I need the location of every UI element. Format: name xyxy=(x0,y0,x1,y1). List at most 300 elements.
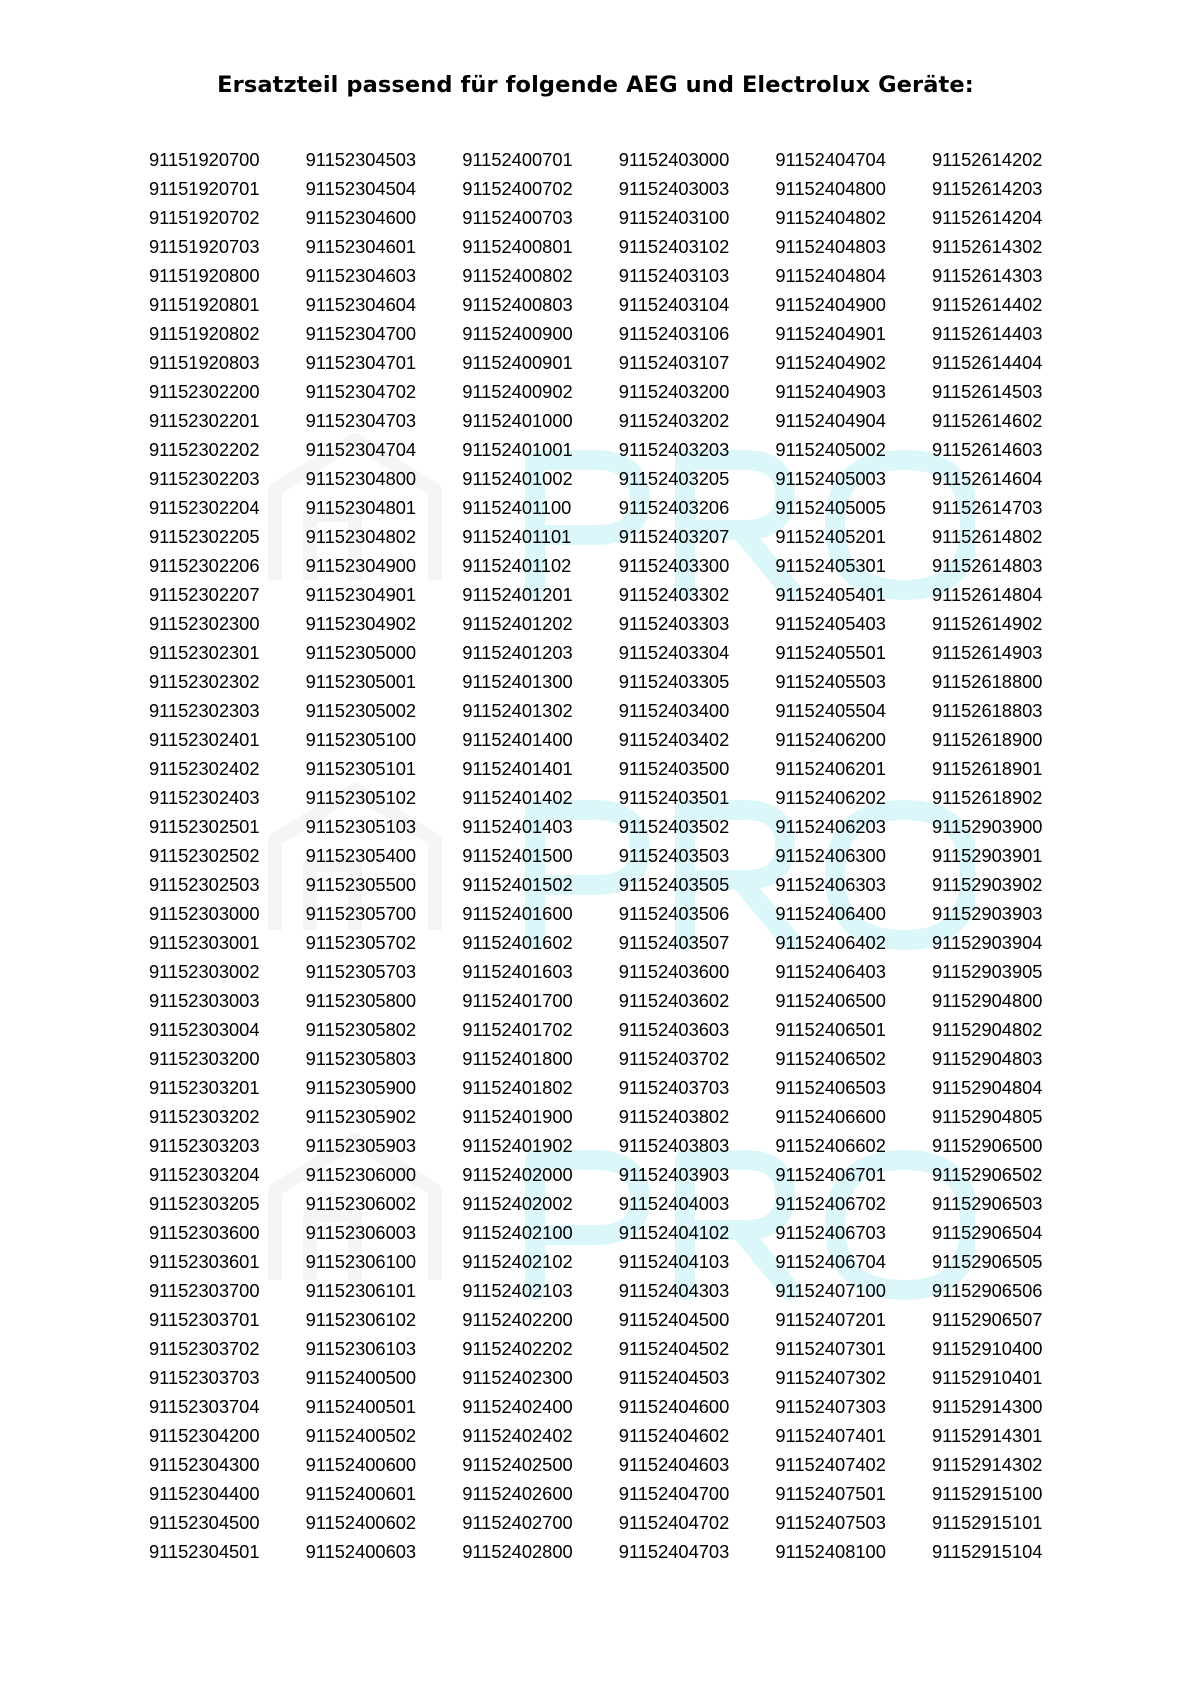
part-number: 91152305100 xyxy=(305,729,417,750)
part-number: 91152904803 xyxy=(931,1048,1043,1069)
part-number: 91152614503 xyxy=(931,381,1043,402)
part-number: 91152304500 xyxy=(149,1512,260,1533)
part-number: 91151920802 xyxy=(149,323,260,344)
part-number: 91152402500 xyxy=(462,1454,573,1475)
part-number: 91152306101 xyxy=(305,1280,417,1301)
part-number: 91152400602 xyxy=(305,1512,417,1533)
part-number: 91152407302 xyxy=(775,1367,886,1388)
part-number: 91152403803 xyxy=(618,1135,730,1156)
part-number: 91152304901 xyxy=(305,584,417,605)
part-number: 91152401403 xyxy=(462,816,573,837)
part-number: 91152403100 xyxy=(618,207,730,228)
part-number: 91152405002 xyxy=(775,439,886,460)
part-number: 91152401402 xyxy=(462,787,573,808)
part-number: 91152304604 xyxy=(305,294,417,315)
part-number: 91152403206 xyxy=(618,497,730,518)
part-number: 91152618800 xyxy=(931,671,1043,692)
part-number: 91152303701 xyxy=(149,1309,260,1330)
part-number: 91152403903 xyxy=(618,1164,730,1185)
part-number: 91152614603 xyxy=(931,439,1043,460)
part-number: 91152407501 xyxy=(775,1483,886,1504)
part-number: 91152304400 xyxy=(149,1483,260,1504)
part-number: 91152614602 xyxy=(931,410,1043,431)
part-number: 91152403003 xyxy=(618,178,730,199)
part-number: 91152304900 xyxy=(305,555,417,576)
part-number: 91152403207 xyxy=(618,526,730,547)
part-number: 91152304701 xyxy=(305,352,417,373)
part-number: 91152406502 xyxy=(775,1048,886,1069)
part-number: 91152302203 xyxy=(149,468,260,489)
part-number: 91152406403 xyxy=(775,961,886,982)
part-number: 91152404503 xyxy=(618,1367,730,1388)
part-number: 91152401202 xyxy=(462,613,573,634)
part-number: 91152304300 xyxy=(149,1454,260,1475)
part-number: 91152407402 xyxy=(775,1454,886,1475)
part-number: 91152406500 xyxy=(775,990,886,1011)
part-number: 91152400701 xyxy=(462,149,573,170)
part-number: 91152403302 xyxy=(618,584,730,605)
part-number: 91152401002 xyxy=(462,468,573,489)
part-number: 91152305803 xyxy=(305,1048,417,1069)
part-number: 91152304700 xyxy=(305,323,417,344)
part-number: 91152618803 xyxy=(931,700,1043,721)
part-number: 91152407100 xyxy=(775,1280,886,1301)
part-number: 91152903905 xyxy=(931,961,1043,982)
part-number: 91152302303 xyxy=(149,700,260,721)
part-number: 91152303703 xyxy=(149,1367,260,1388)
part-number: 91152404803 xyxy=(775,236,886,257)
part-number: 91152305002 xyxy=(305,700,417,721)
part-number: 91152403102 xyxy=(618,236,730,257)
part-number: 91152406501 xyxy=(775,1019,886,1040)
part-number: 91151920803 xyxy=(149,352,260,373)
part-number: 91152305001 xyxy=(305,671,417,692)
part-number: 91152906505 xyxy=(931,1251,1043,1272)
part-number-table xyxy=(149,145,1049,1566)
part-number: 91152403303 xyxy=(618,613,730,634)
part-number: 91152406400 xyxy=(775,903,886,924)
part-number: 91152403802 xyxy=(618,1106,730,1127)
part-number: 91152406600 xyxy=(775,1106,886,1127)
part-number: 91152406602 xyxy=(775,1135,886,1156)
part-number: 91152400603 xyxy=(305,1541,417,1562)
part-number: 91152304600 xyxy=(305,207,417,228)
part-number: 91152306103 xyxy=(305,1338,417,1359)
part-number: 91152906503 xyxy=(931,1193,1043,1214)
part-number: 91152406300 xyxy=(775,845,886,866)
page-title: Ersatzteil passend für folgende AEG und Electrolux Geräte: xyxy=(217,72,974,98)
part-number: 91152906502 xyxy=(931,1164,1043,1185)
part-number: 91152405503 xyxy=(775,671,886,692)
part-number: 91152401802 xyxy=(462,1077,573,1098)
part-number: 91152904802 xyxy=(931,1019,1043,1040)
part-number: 91152614204 xyxy=(931,207,1043,228)
part-number: 91152401201 xyxy=(462,584,573,605)
part-number: 91152403402 xyxy=(618,729,730,750)
part-number: 91152404903 xyxy=(775,381,886,402)
part-number: 91152302200 xyxy=(149,381,260,402)
part-number: 91152406402 xyxy=(775,932,886,953)
part-number: 91152407503 xyxy=(775,1512,886,1533)
part-number: 91152403702 xyxy=(618,1048,730,1069)
part-number: 91152305400 xyxy=(305,845,417,866)
part-number: 91152614203 xyxy=(931,178,1043,199)
part-number: 91152404704 xyxy=(775,149,886,170)
part-number: 91152305902 xyxy=(305,1106,417,1127)
part-number: 91152402400 xyxy=(462,1396,573,1417)
part-number: 91152304503 xyxy=(305,149,417,170)
part-number: 91152402002 xyxy=(462,1193,573,1214)
part-number: 91152404700 xyxy=(618,1483,730,1504)
part-number: 91152402102 xyxy=(462,1251,573,1272)
part-number: 91152302503 xyxy=(149,874,260,895)
part-number: 91152401902 xyxy=(462,1135,573,1156)
part-number: 91152403104 xyxy=(618,294,730,315)
part-number: 91152305802 xyxy=(305,1019,417,1040)
part-number: 91152302402 xyxy=(149,758,260,779)
part-number: 91152903900 xyxy=(931,816,1043,837)
part-number: 91152408100 xyxy=(775,1541,886,1562)
part-number: 91152302502 xyxy=(149,845,260,866)
part-number: 91152405201 xyxy=(775,526,886,547)
part-number: 91152401401 xyxy=(462,758,573,779)
part-number: 91152403305 xyxy=(618,671,730,692)
part-number-column xyxy=(619,145,776,1566)
part-number: 91152302301 xyxy=(149,642,260,663)
part-number: 91152401500 xyxy=(462,845,573,866)
part-number: 91152303003 xyxy=(149,990,260,1011)
part-number: 91152401600 xyxy=(462,903,573,924)
part-number: 91152304703 xyxy=(305,410,417,431)
part-number: 91152401800 xyxy=(462,1048,573,1069)
part-number: 91152404603 xyxy=(618,1454,730,1475)
part-number: 91152614302 xyxy=(931,236,1043,257)
part-number: 91152403304 xyxy=(618,642,730,663)
part-number: 91152403602 xyxy=(618,990,730,1011)
part-number: 91151920800 xyxy=(149,265,260,286)
part-number: 91152614604 xyxy=(931,468,1043,489)
part-number: 91152401102 xyxy=(462,555,572,576)
part-number: 91152303202 xyxy=(149,1106,260,1127)
part-number: 91152302202 xyxy=(149,439,260,460)
part-number: 91152914302 xyxy=(931,1454,1043,1475)
part-number: 91152406201 xyxy=(775,758,886,779)
part-number: 91152614802 xyxy=(931,526,1043,547)
part-number: 91152404602 xyxy=(618,1425,730,1446)
part-number: 91152402200 xyxy=(462,1309,573,1330)
part-number: 91152305703 xyxy=(305,961,417,982)
part-number: 91152401900 xyxy=(462,1106,573,1127)
part-number: 91152614402 xyxy=(931,294,1043,315)
part-number: 91152302205 xyxy=(149,526,260,547)
part-number: 91152614903 xyxy=(931,642,1043,663)
part-number: 91152404900 xyxy=(775,294,886,315)
part-number: 91152406202 xyxy=(775,787,886,808)
part-number: 91152305702 xyxy=(305,932,417,953)
part-number: 91152904800 xyxy=(931,990,1043,1011)
part-number: 91152303205 xyxy=(149,1193,260,1214)
part-number: 91152305900 xyxy=(305,1077,417,1098)
part-number: 91152906507 xyxy=(931,1309,1043,1330)
part-number: 91152614703 xyxy=(931,497,1043,518)
part-number: 91152403106 xyxy=(618,323,730,344)
part-number: 91152400600 xyxy=(305,1454,417,1475)
part-number: 91152400702 xyxy=(462,178,573,199)
part-number: 91152306003 xyxy=(305,1222,417,1243)
part-number: 91152400802 xyxy=(462,265,573,286)
part-number: 91152402800 xyxy=(462,1541,573,1562)
part-number: 91152403500 xyxy=(618,758,730,779)
part-number: 91152404804 xyxy=(775,265,886,286)
part-number: 91152614303 xyxy=(931,265,1043,286)
part-number: 91152304902 xyxy=(305,613,417,634)
part-number: 91152401302 xyxy=(462,700,573,721)
part-number-column xyxy=(149,145,306,1566)
part-number: 91152404904 xyxy=(775,410,886,431)
part-number: 91152303000 xyxy=(149,903,260,924)
part-number: 91152305800 xyxy=(305,990,417,1011)
part-number: 91151920700 xyxy=(149,149,260,170)
part-number: 91152915100 xyxy=(931,1483,1043,1504)
part-number: 91152403200 xyxy=(618,381,730,402)
part-number: 91152403205 xyxy=(618,468,730,489)
part-number: 91152306100 xyxy=(305,1251,417,1272)
part-number: 91152618901 xyxy=(931,758,1043,779)
part-number: 91152405005 xyxy=(775,497,886,518)
part-number: 91152304603 xyxy=(305,265,417,286)
part-number: 91152407301 xyxy=(775,1338,886,1359)
part-number: 91152402202 xyxy=(462,1338,573,1359)
part-number: 91152401502 xyxy=(462,874,573,895)
part-number: 91152404800 xyxy=(775,178,886,199)
part-number: 91152302403 xyxy=(149,787,260,808)
part-number: 91152306002 xyxy=(305,1193,417,1214)
part-number: 91152614202 xyxy=(931,149,1043,170)
part-number: 91152401400 xyxy=(462,729,573,750)
part-number: 91152401300 xyxy=(462,671,573,692)
part-number: 91152403600 xyxy=(618,961,730,982)
part-number: 91152305000 xyxy=(305,642,417,663)
part-number: 91152304801 xyxy=(305,497,417,518)
part-number: 91152305500 xyxy=(305,874,417,895)
part-number: 91152403506 xyxy=(618,903,730,924)
part-number: 91152614902 xyxy=(931,613,1043,634)
part-number-column xyxy=(306,145,463,1566)
part-number: 91152303704 xyxy=(149,1396,260,1417)
part-number: 91152915101 xyxy=(931,1512,1043,1533)
part-number: 91152910400 xyxy=(931,1338,1043,1359)
part-number: 91152403400 xyxy=(618,700,730,721)
part-number: 91152906506 xyxy=(931,1280,1043,1301)
part-number: 91152404802 xyxy=(775,207,886,228)
part-number: 91152407401 xyxy=(775,1425,886,1446)
part-number: 91152303204 xyxy=(149,1164,260,1185)
part-number: 91152403203 xyxy=(618,439,730,460)
part-number: 91152303600 xyxy=(149,1222,260,1243)
part-number: 91152906504 xyxy=(931,1222,1043,1243)
part-number: 91152614404 xyxy=(931,352,1043,373)
part-number: 91152402600 xyxy=(462,1483,573,1504)
part-number: 91152403202 xyxy=(618,410,730,431)
part-number: 91152304802 xyxy=(305,526,417,547)
part-number: 91152403502 xyxy=(618,816,730,837)
part-number: 91152405501 xyxy=(775,642,886,663)
part-number: 91152406503 xyxy=(775,1077,886,1098)
part-number: 91152401702 xyxy=(462,1019,573,1040)
part-number: 91152303004 xyxy=(149,1019,260,1040)
part-number-column xyxy=(775,145,932,1566)
part-number: 91152304702 xyxy=(305,381,417,402)
part-number: 91152614803 xyxy=(931,555,1043,576)
part-number: 91152403505 xyxy=(618,874,730,895)
part-number: 91152404600 xyxy=(618,1396,730,1417)
part-number: 91152401602 xyxy=(462,932,573,953)
part-number: 91152403501 xyxy=(618,787,730,808)
part-number: 91152303702 xyxy=(149,1338,260,1359)
part-number: 91152400902 xyxy=(462,381,573,402)
part-number: 91152910401 xyxy=(931,1367,1043,1388)
part-number: 91152618902 xyxy=(931,787,1043,808)
part-number: 91152304601 xyxy=(305,236,417,257)
part-number: 91152303002 xyxy=(149,961,260,982)
part-number: 91152400601 xyxy=(305,1483,417,1504)
part-number: 91152405301 xyxy=(775,555,886,576)
part-number: 91152400501 xyxy=(305,1396,417,1417)
part-number: 91152403300 xyxy=(618,555,730,576)
part-number: 91151920801 xyxy=(149,294,260,315)
part-number: 91152405003 xyxy=(775,468,886,489)
part-number: 91152406701 xyxy=(775,1164,886,1185)
part-number: 91152303700 xyxy=(149,1280,260,1301)
part-number: 91152614403 xyxy=(931,323,1043,344)
part-number: 91152400901 xyxy=(462,352,573,373)
part-number: 91152306102 xyxy=(305,1309,417,1330)
part-number: 91152302204 xyxy=(149,497,260,518)
part-number: 91152401101 xyxy=(462,526,572,547)
part-number: 91152303201 xyxy=(149,1077,260,1098)
part-number: 91152405403 xyxy=(775,613,886,634)
part-number: 91152403507 xyxy=(618,932,730,953)
part-number: 91152400500 xyxy=(305,1367,417,1388)
part-number: 91152303200 xyxy=(149,1048,260,1069)
part-number: 91152401100 xyxy=(462,497,572,518)
part-number: 91152304501 xyxy=(149,1541,260,1562)
part-number: 91152302206 xyxy=(149,555,260,576)
part-number: 91152403603 xyxy=(618,1019,730,1040)
part-number: 91152404003 xyxy=(618,1193,730,1214)
part-number: 91152302501 xyxy=(149,816,260,837)
part-number: 91152303601 xyxy=(149,1251,260,1272)
part-number: 91152306000 xyxy=(305,1164,417,1185)
part-number: 91152403503 xyxy=(618,845,730,866)
part-number: 91152305102 xyxy=(305,787,417,808)
part-number: 91152302207 xyxy=(149,584,260,605)
part-number: 91152403703 xyxy=(618,1077,730,1098)
part-number-column xyxy=(462,145,619,1566)
part-number: 91152903902 xyxy=(931,874,1043,895)
part-number: 91152404502 xyxy=(618,1338,730,1359)
part-number: 91152406704 xyxy=(775,1251,886,1272)
part-number: 91152404102 xyxy=(618,1222,730,1243)
part-number: 91152406203 xyxy=(775,816,886,837)
part-number: 91152904805 xyxy=(931,1106,1043,1127)
part-number: 91152914301 xyxy=(931,1425,1043,1446)
part-number: 91152402100 xyxy=(462,1222,573,1243)
part-number: 91152404702 xyxy=(618,1512,730,1533)
part-number: 91152614804 xyxy=(931,584,1043,605)
part-number: 91152904804 xyxy=(931,1077,1043,1098)
part-number: 91152304200 xyxy=(149,1425,260,1446)
part-number: 91152405504 xyxy=(775,700,886,721)
part-number: 91152302300 xyxy=(149,613,260,634)
part-number: 91152403000 xyxy=(618,149,730,170)
part-number-column xyxy=(932,145,1089,1566)
part-number: 91152305101 xyxy=(305,758,417,779)
part-number: 91152305700 xyxy=(305,903,417,924)
part-number: 91152903901 xyxy=(931,845,1043,866)
part-number: 91151920701 xyxy=(149,178,260,199)
part-number: 91152303203 xyxy=(149,1135,260,1156)
part-number: 91152304704 xyxy=(305,439,417,460)
part-number: 91152400801 xyxy=(462,236,573,257)
part-number: 91152304504 xyxy=(305,178,417,199)
part-number: 91152302201 xyxy=(149,410,260,431)
part-number: 91151920703 xyxy=(149,236,260,257)
part-number: 91152305103 xyxy=(305,816,417,837)
part-number: 91152401203 xyxy=(462,642,573,663)
part-number: 91152402300 xyxy=(462,1367,573,1388)
part-number: 91152402402 xyxy=(462,1425,573,1446)
part-number: 91152914300 xyxy=(931,1396,1043,1417)
part-number: 91152404703 xyxy=(618,1541,730,1562)
part-number: 91152401000 xyxy=(462,410,573,431)
part-number: 91152915104 xyxy=(931,1541,1043,1562)
part-number: 91152404902 xyxy=(775,352,886,373)
part-number: 91152302401 xyxy=(149,729,260,750)
part-number: 91152404500 xyxy=(618,1309,730,1330)
part-number: 91151920702 xyxy=(149,207,260,228)
part-number: 91152405401 xyxy=(775,584,886,605)
part-number: 91152407201 xyxy=(775,1309,886,1330)
part-number: 91152403103 xyxy=(618,265,730,286)
part-number: 91152406703 xyxy=(775,1222,886,1243)
part-number: 91152406702 xyxy=(775,1193,886,1214)
part-number: 91152402103 xyxy=(462,1280,573,1301)
part-number: 91152403107 xyxy=(618,352,730,373)
part-number: 91152404901 xyxy=(775,323,886,344)
part-number: 91152400502 xyxy=(305,1425,417,1446)
part-number: 91152903903 xyxy=(931,903,1043,924)
part-number: 91152302302 xyxy=(149,671,260,692)
part-number: 91152407303 xyxy=(775,1396,886,1417)
part-number: 91152401001 xyxy=(462,439,573,460)
part-number: 91152303001 xyxy=(149,932,260,953)
part-number: 91152404103 xyxy=(618,1251,730,1272)
part-number: 91152402000 xyxy=(462,1164,573,1185)
part-number: 91152400803 xyxy=(462,294,573,315)
part-number: 91152401700 xyxy=(462,990,573,1011)
part-number: 91152406303 xyxy=(775,874,886,895)
part-number: 91152400900 xyxy=(462,323,573,344)
part-number: 91152404303 xyxy=(618,1280,730,1301)
part-number: 91152400703 xyxy=(462,207,573,228)
part-number: 91152304800 xyxy=(305,468,417,489)
part-number: 91152906500 xyxy=(931,1135,1043,1156)
part-number: 91152903904 xyxy=(931,932,1043,953)
part-number: 91152406200 xyxy=(775,729,886,750)
part-number: 91152402700 xyxy=(462,1512,573,1533)
part-number: 91152305903 xyxy=(305,1135,417,1156)
